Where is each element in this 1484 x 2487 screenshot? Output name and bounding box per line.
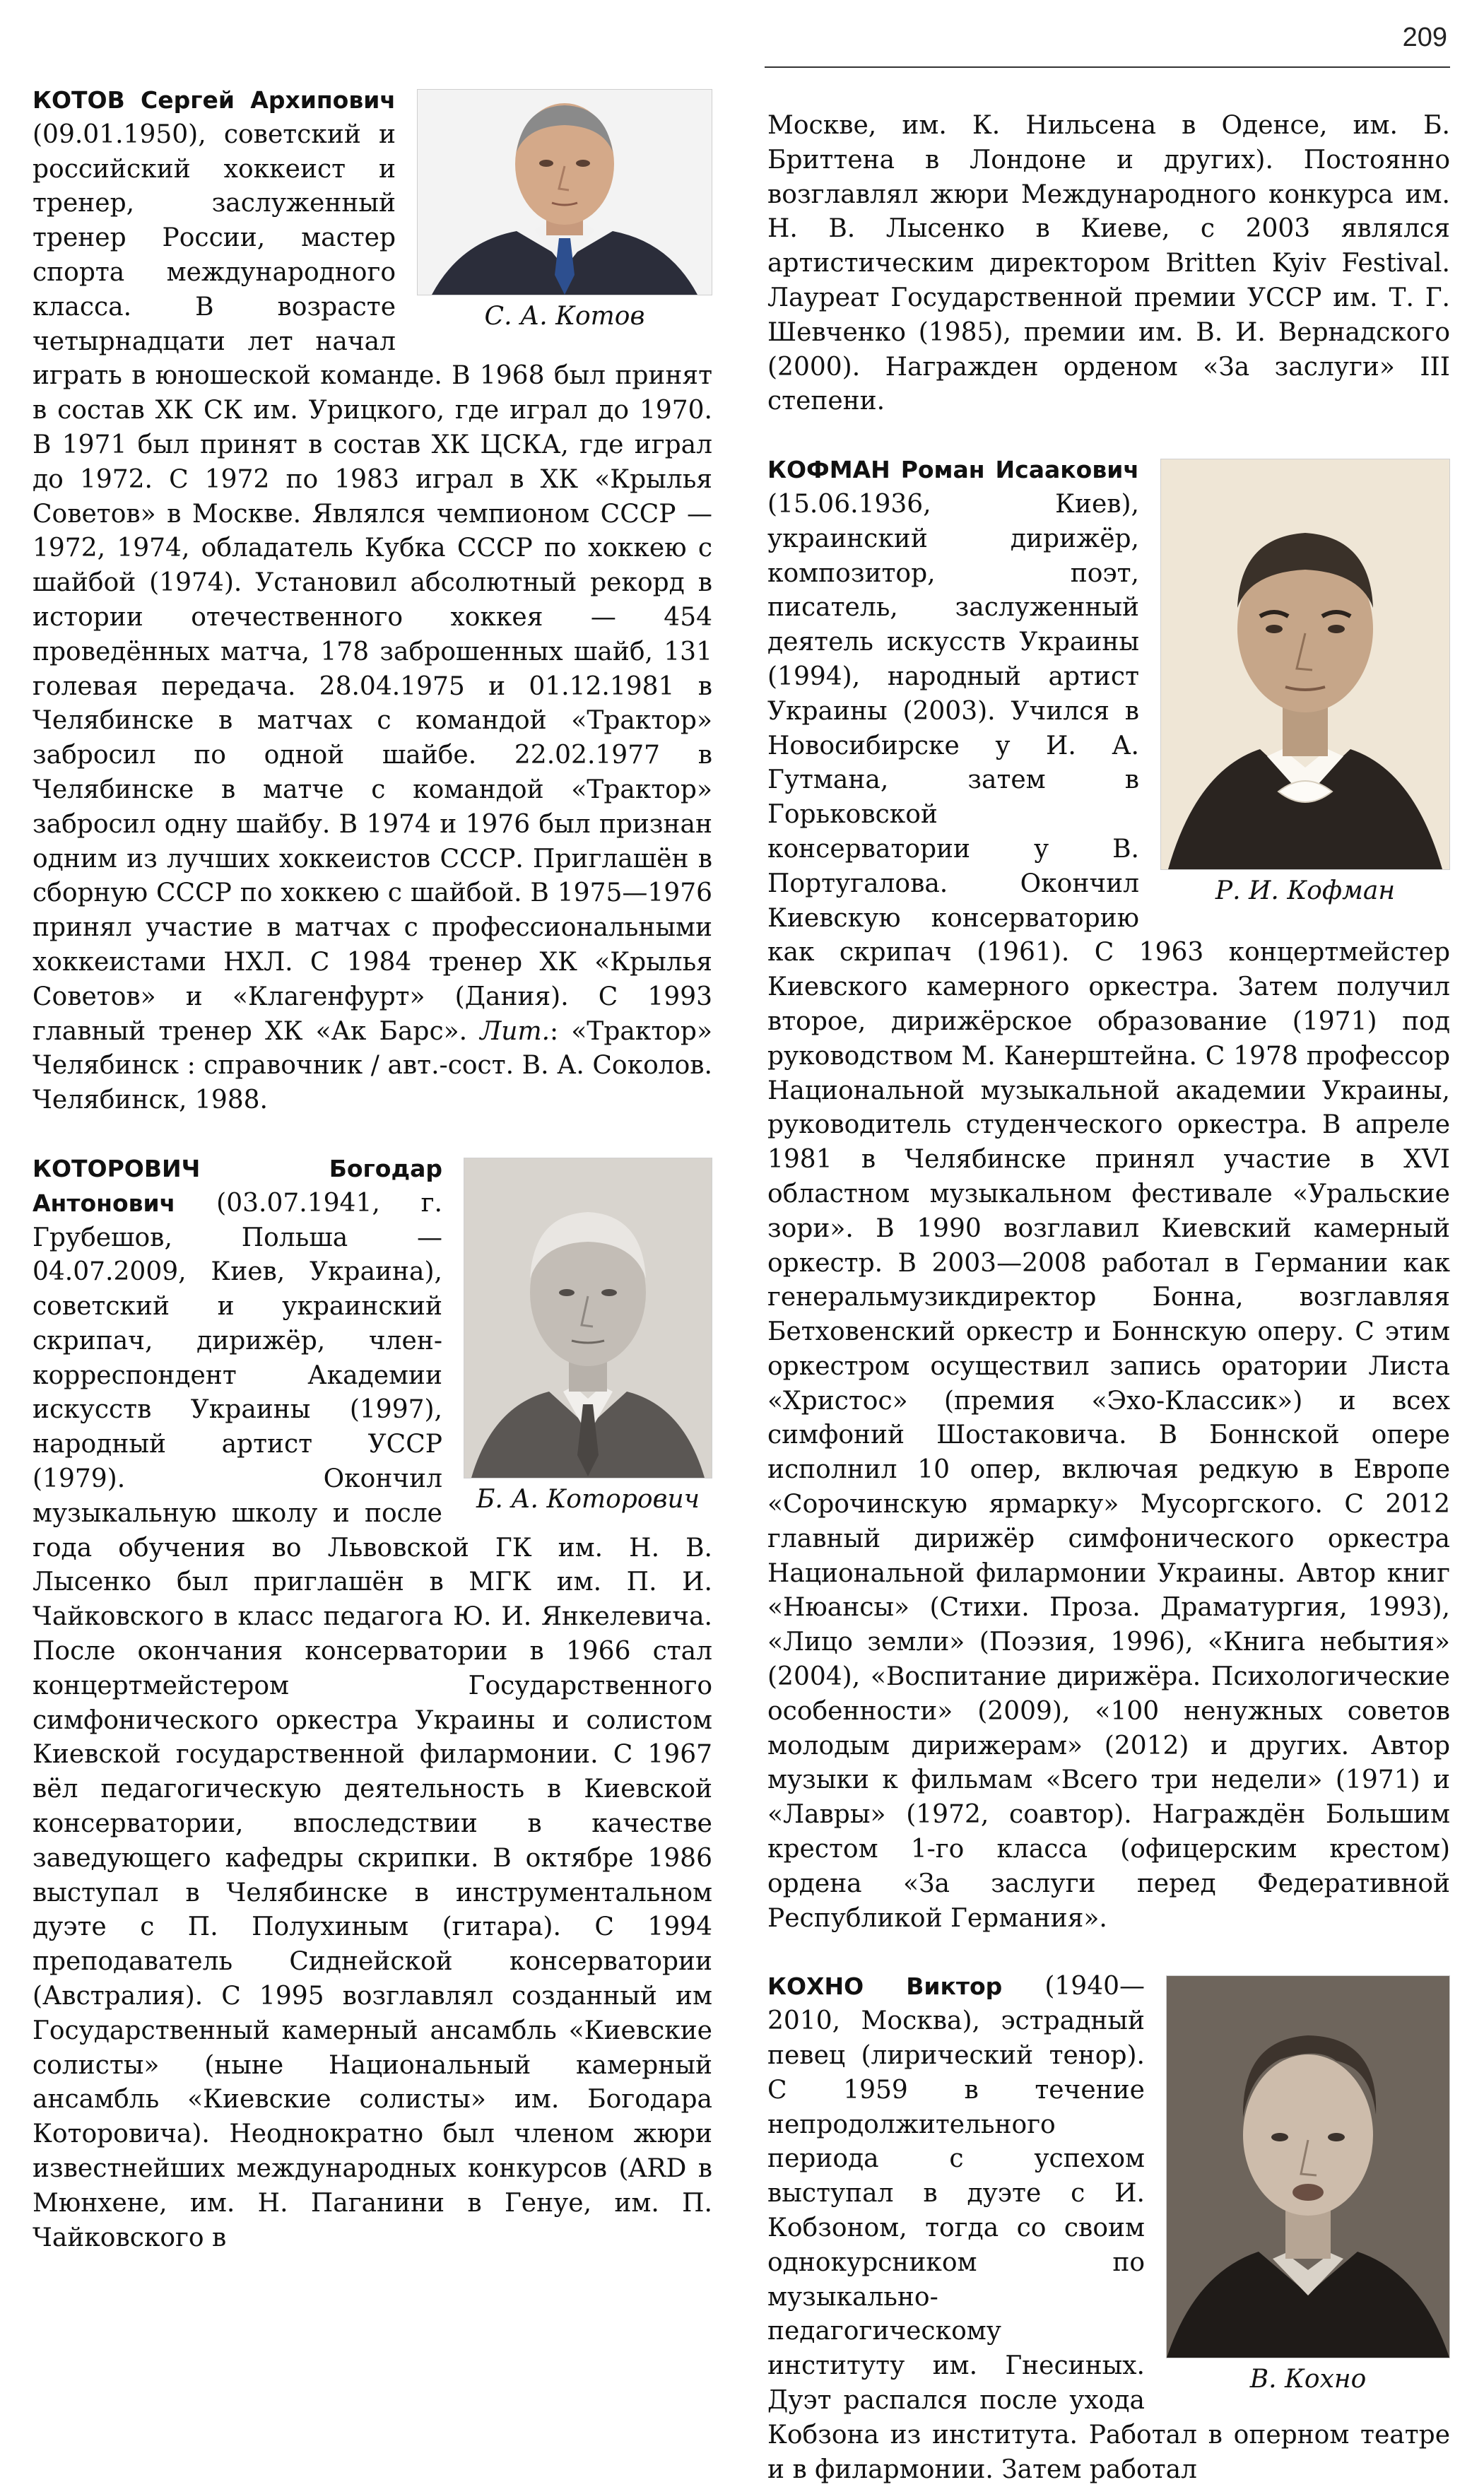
figure-kotov	[417, 89, 712, 334]
entry-kotov-body: (09.01.1950), советский и российский хоккеист и тренер, заслуженный тренер России, мастер спорта международного класса. В возрасте четырнадцати лет начал играть в юношеской команде. В 1968 был принят в состав ХК СК им. Урицкого, где играл до 1970. В 1971 был принят в состав ХК ЦСКА, где играл до 1972. С 1972 по 1983 играл в ХК «Крылья Советов» в Москве. Являлся чемпионом СССР — 1972, 1974, обладатель Кубка СССР по хоккею с шайбой (1974). Установил абсолютный рекорд в истории отечественного хоккея — 454 проведённых матча, 178 заброшенных шайб, 131 голевая передача. 28.04.1975 и 01.12.1981 в Челябинске в матчах с командой «Трактор» забросил по одной шайбе. 22.02.1977 в Челябинске в матче с командой «Трактор» забросил одну шайбу. В 1974 и 1976 был признан одним из лучших хоккеистов СССР. Приглашён в сборную СССР по хоккею с шайбой. В 1975—1976 принял участие в матчах с профессиональными хоккеистами НХЛ. С 1984 тренер ХК «Крылья Советов» и «Клагенфурт» (Дания). С 1993 главный тренер ХК «Ак Барс».	[33, 119, 712, 1046]
entry-kotov-lit-label: Лит.	[480, 1016, 550, 1046]
portrait-kofman	[1160, 459, 1450, 870]
caption-kofman: Р. И. Кофман	[1215, 876, 1396, 906]
figure-kokhno	[1166, 1975, 1450, 2397]
entry-kokhno-body: (1940—2010, Москва), эстрадный певец (лирический тенор). С 1959 в течение непродолжительного периода с успехом выступал в дуэте с И. Кобзоном, тогда со своим однокурсником по музыкально-педагогическому институту им. Гнесиных. Дуэт распался после ухода Кобзона из института. Работал в оперном театре и в филармонии. Затем работал	[767, 1972, 1450, 2484]
entry-kofman-body: (15.06.1936, Киев), украинский дирижёр, композитор, поэт, писатель, заслуженный деятель искусств Украины (1994), народный артист Украины (2003). Учился в Новосибирске у И. А. Гутмана, затем в Горьковской консерватории у В. Португалова. Окончил Киевскую консерваторию как скрипач (1961). С 1963 концертмейстер Киевского камерного оркестра. Затем получил второе, дирижёрское образование (1971) под руководством М. Канерштейна. С 1978 профессор Национальной музыкальной академии Украины, руководитель студенческого оркестра. В апреле 1981 в Челябинске принял участие в XVI областном музыкальном фестивале «Уральские зори». В 1990 возглавил Киевский камерный оркестр. В 2003—2008 работал в Германии как генеральмузикдиректор Бонна, возглавляя Бетховенский оркестр и Боннскую оперу. С этим оркестром осуществил запись оратории Листа «Христос» (премия «Эхо-Классик») и всех симфоний Шостаковича. В Боннской опере исполнил 10 опер, включая редкую в Европе «Сорочинскую ярмарку» Мусоргского. С 2012 главный дирижёр симфонического оркестра Национальной филармонии Украины. Автор книг «Нюансы» (Стихи. Проза. Драматургия, 1993), «Лицо земли» (Поэзия, 1996), «Книга небытия» (2004), «Воспитание дирижёра. Психологические особенности» (2009), «100 ненужных советов молодым дирижерам» (2012) и других. Автор музыки к фильмам «Всего три недели» (1971) и «Лавры» (1972, соавтор). Награждён Большим крестом 1-го класса (офицерским крестом) ордена «За заслуги перед Федеративной Республикой Германия».	[767, 489, 1450, 1933]
entry-kotov-name: КОТОВ Сергей Архипович	[33, 86, 396, 114]
caption-kotorovich: Б. А. Которович	[476, 1484, 700, 1514]
caption-kotov: С. А. Котов	[484, 302, 645, 331]
entry-kokhno	[767, 1970, 1450, 2487]
entry-kotorovich-name: КОТОРОВИЧ Богодар Антонович	[33, 1154, 442, 1217]
entry-kotov-lit-text: : «Трактор» Челябинск : справочник / авт.-сост. В. А. Соколов. Челябинск, 1988.	[33, 1016, 712, 1115]
portrait-kotorovich	[464, 1158, 712, 1478]
left-column	[33, 83, 712, 2255]
entry-kotorovich	[33, 1152, 712, 2256]
entry-kofman	[767, 453, 1450, 1936]
page-number: 209	[1402, 23, 1447, 52]
portrait-kokhno	[1166, 1975, 1450, 2358]
caption-kokhno: В. Кохно	[1249, 2365, 1367, 2394]
figure-kofman	[1160, 459, 1450, 908]
entry-kokhno-name: КОХНО Виктор	[767, 1972, 1003, 2001]
entry-kotorovich-continuation: Москве, им. К. Нильсена в Оденсе, им. Б. Бриттена в Лондоне и других). Постоянно возглавлял жюри Международного конкурса им. Н. В. Лысенко в Киеве, с 2003 являлся артистическим директором Britten Kyiv Festival. Лауреат Государственной премии УССР им. Т. Г. Шевченко (1985), премии им. В. И. Вернадского (2000). Награжден орденом «За заслуги» III степени.	[767, 111, 1450, 416]
entry-kotov	[33, 83, 712, 1118]
figure-kotorovich	[464, 1158, 712, 1517]
right-column	[767, 83, 1450, 2487]
portrait-kotov	[417, 89, 712, 295]
entry-kofman-name: КОФМАН Роман Исаакович	[767, 456, 1139, 484]
entry-kotorovich-body: (03.07.1941, г. Грубешов, Польша — 04.07.2009, Киев, Украина), советский и украинский скрипач, дирижёр, член-корреспондент Академии искусств Украины (1997), народный артист УССР (1979). Окончил музыкальную школу и после года обучения во Львовской ГК им. Н. В. Лысенко был приглашён в МГК им. П. И. Чайковского в класс педагога Ю. И. Янкелевича. После окончания консерватории в 1966 стал концертмейстером Государственного симфонического оркестра Украины и солистом Киевской государственной филармонии. С 1967 вёл педагогическую деятельность в Киевской консерватории, впоследствии в качестве заведующего кафедры скрипки. В октябре 1986 выступал в Челябинске в инструментальном дуэте с П. Полухиным (гитара). С 1994 преподаватель Сиднейской консерватории (Австралия). С 1995 возглавлял созданный им Государственный камерный ансамбль «Киевские солисты» (ныне Национальный камерный ансамбль «Киевские солисты» им. Богодара Которовича). Неоднократно был членом жюри известнейших международных конкурсов (ARD в Мюнхене, им. Н. Паганини в Генуе, им. П. Чайковского в	[33, 1188, 712, 2252]
header-rule	[765, 66, 1450, 68]
